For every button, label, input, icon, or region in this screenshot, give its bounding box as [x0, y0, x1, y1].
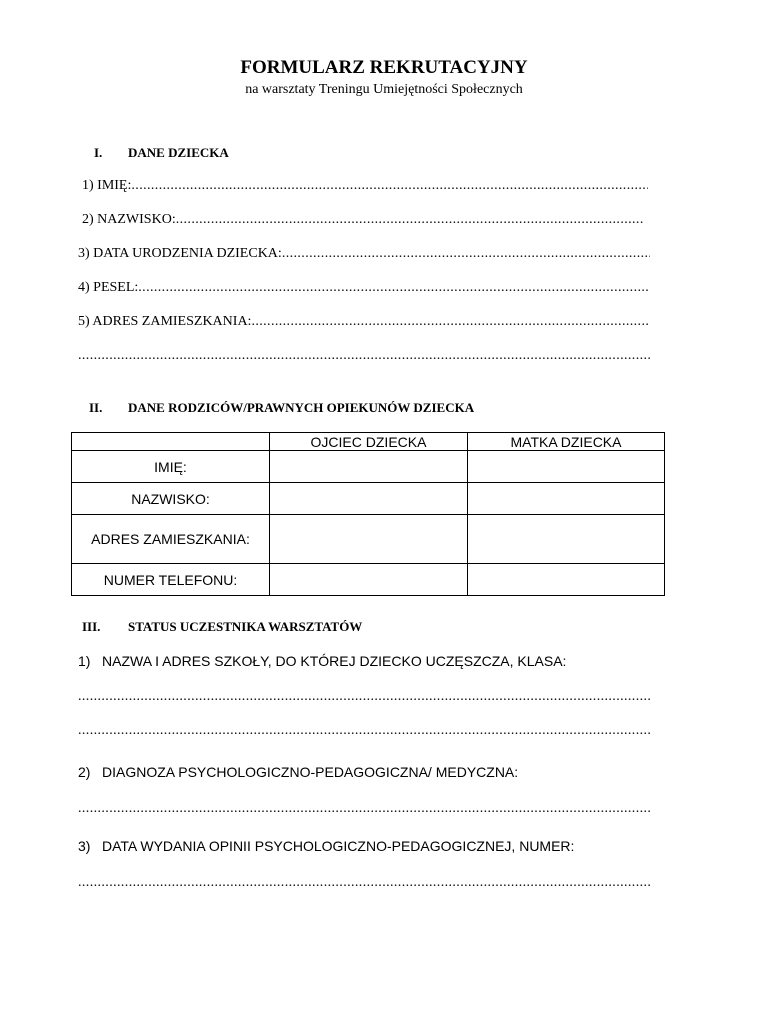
item-school-number: 1) — [78, 653, 91, 669]
section-1-number: I. — [94, 145, 103, 160]
row-label-first-name: IMIĘ: — [72, 451, 270, 483]
mother-phone-cell[interactable] — [468, 564, 665, 596]
section-3-title: STATUS UCZESTNIKA WARSZTATÓW — [128, 619, 363, 634]
table-row — [72, 451, 665, 483]
table-row — [72, 515, 665, 564]
item-opinion-label: DATA WYDANIA OPINII PSYCHOLOGICZNO-PEDAGOGICZNEJ, NUMER: — [102, 838, 575, 854]
table-header-row — [72, 433, 665, 451]
fill-line — [131, 178, 648, 194]
table-header-cell — [72, 433, 270, 451]
field-pesel-label: 4) PESEL: — [78, 280, 139, 295]
mother-first-name-cell[interactable] — [468, 451, 665, 483]
fill-line — [251, 314, 650, 330]
field-birth-date[interactable] — [78, 246, 650, 262]
field-school-line-1[interactable] — [78, 689, 650, 705]
field-address[interactable] — [78, 314, 650, 330]
column-mother: MATKA DZIECKA — [468, 433, 665, 451]
field-address-label: 5) ADRES ZAMIESZKANIA: — [78, 314, 252, 329]
field-birth-date-label: 3) DATA URODZENIA DZIECKA: — [78, 246, 282, 261]
field-first-name-label: 1) IMIĘ: — [82, 178, 132, 193]
column-father: OJCIEC DZIECKA — [270, 433, 468, 451]
field-school-line-2[interactable] — [78, 723, 650, 739]
mother-address-cell[interactable] — [468, 515, 665, 564]
fill-line — [282, 246, 650, 262]
section-2-title: DANE RODZICÓW/PRAWNYCH OPIEKUNÓW DZIECKA — [128, 400, 475, 415]
parents-table — [71, 432, 665, 596]
row-label-phone: NUMER TELEFONU: — [72, 564, 270, 596]
field-opinion-line[interactable] — [78, 875, 650, 891]
field-diagnosis-line[interactable] — [78, 801, 650, 817]
table-row — [72, 564, 665, 596]
row-label-address: ADRES ZAMIESZKANIA: — [72, 515, 270, 564]
father-phone-cell[interactable] — [270, 564, 468, 596]
field-last-name-label: 2) NAZWISKO: — [82, 212, 176, 227]
row-label-last-name: NAZWISKO: — [72, 483, 270, 515]
father-first-name-cell[interactable] — [270, 451, 468, 483]
section-3-number: III. — [82, 619, 101, 634]
father-address-cell[interactable] — [270, 515, 468, 564]
item-diagnosis-number: 2) — [78, 764, 91, 780]
fill-line — [176, 212, 644, 228]
field-pesel[interactable] — [78, 280, 650, 296]
item-school — [78, 653, 566, 669]
fill-line — [138, 280, 650, 296]
item-opinion-number: 3) — [78, 838, 91, 854]
item-opinion — [78, 838, 574, 854]
form-subtitle: na warsztaty Treningu Umiejętności Społecznych — [245, 82, 523, 97]
item-diagnosis — [78, 764, 518, 780]
field-last-name[interactable] — [82, 212, 644, 228]
father-last-name-cell[interactable] — [270, 483, 468, 515]
section-2-number: II. — [89, 400, 103, 415]
table-row — [72, 483, 665, 515]
section-1-title: DANE DZIECKA — [128, 145, 229, 160]
mother-last-name-cell[interactable] — [468, 483, 665, 515]
field-address-continued[interactable] — [78, 348, 650, 364]
item-diagnosis-label: DIAGNOZA PSYCHOLOGICZNO-PEDAGOGICZNA/ MEDYCZNA: — [102, 764, 519, 780]
item-school-label: NAZWA I ADRES SZKOŁY, DO KTÓREJ DZIECKO UCZĘSZCZA, KLASA: — [102, 653, 567, 669]
form-title: FORMULARZ REKRUTACYJNY — [240, 57, 528, 78]
field-first-name[interactable] — [82, 178, 648, 194]
